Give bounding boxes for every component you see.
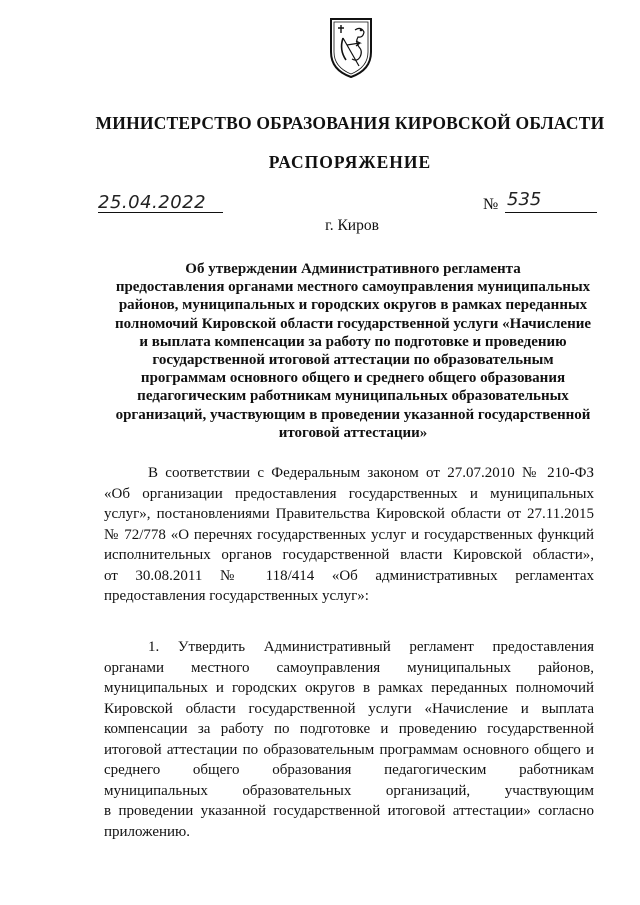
document-title	[108, 260, 598, 442]
paragraph-line: предоставления государственных услуг»:	[104, 588, 369, 604]
number-underline	[505, 212, 597, 213]
title-line: полномочий Кировской области государственной услуги «Начисление	[114, 315, 592, 332]
coat-of-arms-icon	[325, 16, 377, 80]
paragraph-line: Кировской области государственной услуги «Начисление и выплата	[104, 700, 594, 717]
city: г. Киров	[325, 217, 379, 234]
paragraph-line: итоговой аттестации по образовательным программам основного общего и	[104, 741, 594, 758]
paragraph-line: органами местного самоуправления муниципальных районов,	[104, 659, 594, 676]
title-line: итоговой аттестации»	[278, 424, 428, 441]
title-line: районов, муниципальных и городских округов в рамках переданных	[118, 297, 588, 314]
document-type: РАСПОРЯЖЕНИЕ	[268, 152, 432, 172]
document-date: 25.04.2022	[98, 192, 207, 213]
paragraph-line: исполнительных органов государственной власти Кировской области»,	[104, 547, 594, 563]
paragraph-line: услуг», постановлениями Правительства Кировской области от 27.11.2015	[104, 506, 594, 522]
preamble-paragraph	[104, 463, 594, 607]
paragraph-line: В соответствии с Федеральным законом от 27.07.2010 № 210-ФЗ	[148, 465, 594, 481]
paragraph-line: от 30.08.2011 № 118/414 «Об административных регламентах	[104, 567, 594, 584]
paragraph-line: 1. Утвердить Административный регламент предоставления	[148, 639, 594, 655]
title-line: организаций, участвующим в проведении указанной государственной	[115, 406, 591, 423]
title-line: педагогическим работникам муниципальных образовательных	[137, 388, 569, 405]
paragraph-line: «Об организации предоставления государственных и муниципальных	[104, 485, 594, 502]
title-line: государственной итоговой аттестации по образовательным	[152, 352, 554, 369]
title-line: и выплата компенсации за работу по подготовке и проведению	[139, 333, 567, 350]
paragraph-line: в проведении указанной государственной итоговой аттестации» согласно	[104, 803, 594, 819]
ministry-name: МИНИСТЕРСТВО ОБРАЗОВАНИЯ КИРОВСКОЙ ОБЛАСТИ	[95, 113, 605, 133]
title-line: предоставления органами местного самоуправления муниципальных	[115, 279, 591, 296]
paragraph-line: приложению.	[104, 823, 191, 840]
number-sign: №	[483, 196, 499, 213]
title-line: Об утверждении Административного регламента	[185, 261, 521, 277]
title-line: программам основного общего и среднего общего образования	[140, 370, 566, 387]
paragraph-line: компенсации за работу по подготовке и проведению государственной	[104, 721, 594, 737]
paragraph-line: № 72/778 «О перечнях государственных услуг и государственных функций	[104, 526, 594, 543]
date-underline	[98, 212, 223, 213]
paragraph-line: муниципальных образовательных организаций, участвующим	[104, 782, 594, 799]
item-1-paragraph	[104, 637, 594, 842]
paragraph-line: среднего общего образования педагогическим работникам	[104, 762, 594, 778]
paragraph-line: муниципальных и городских округов в рамках переданных полномочий	[104, 680, 594, 696]
coat-of-arms-emblem	[325, 16, 377, 80]
document-number: 535	[507, 189, 542, 210]
